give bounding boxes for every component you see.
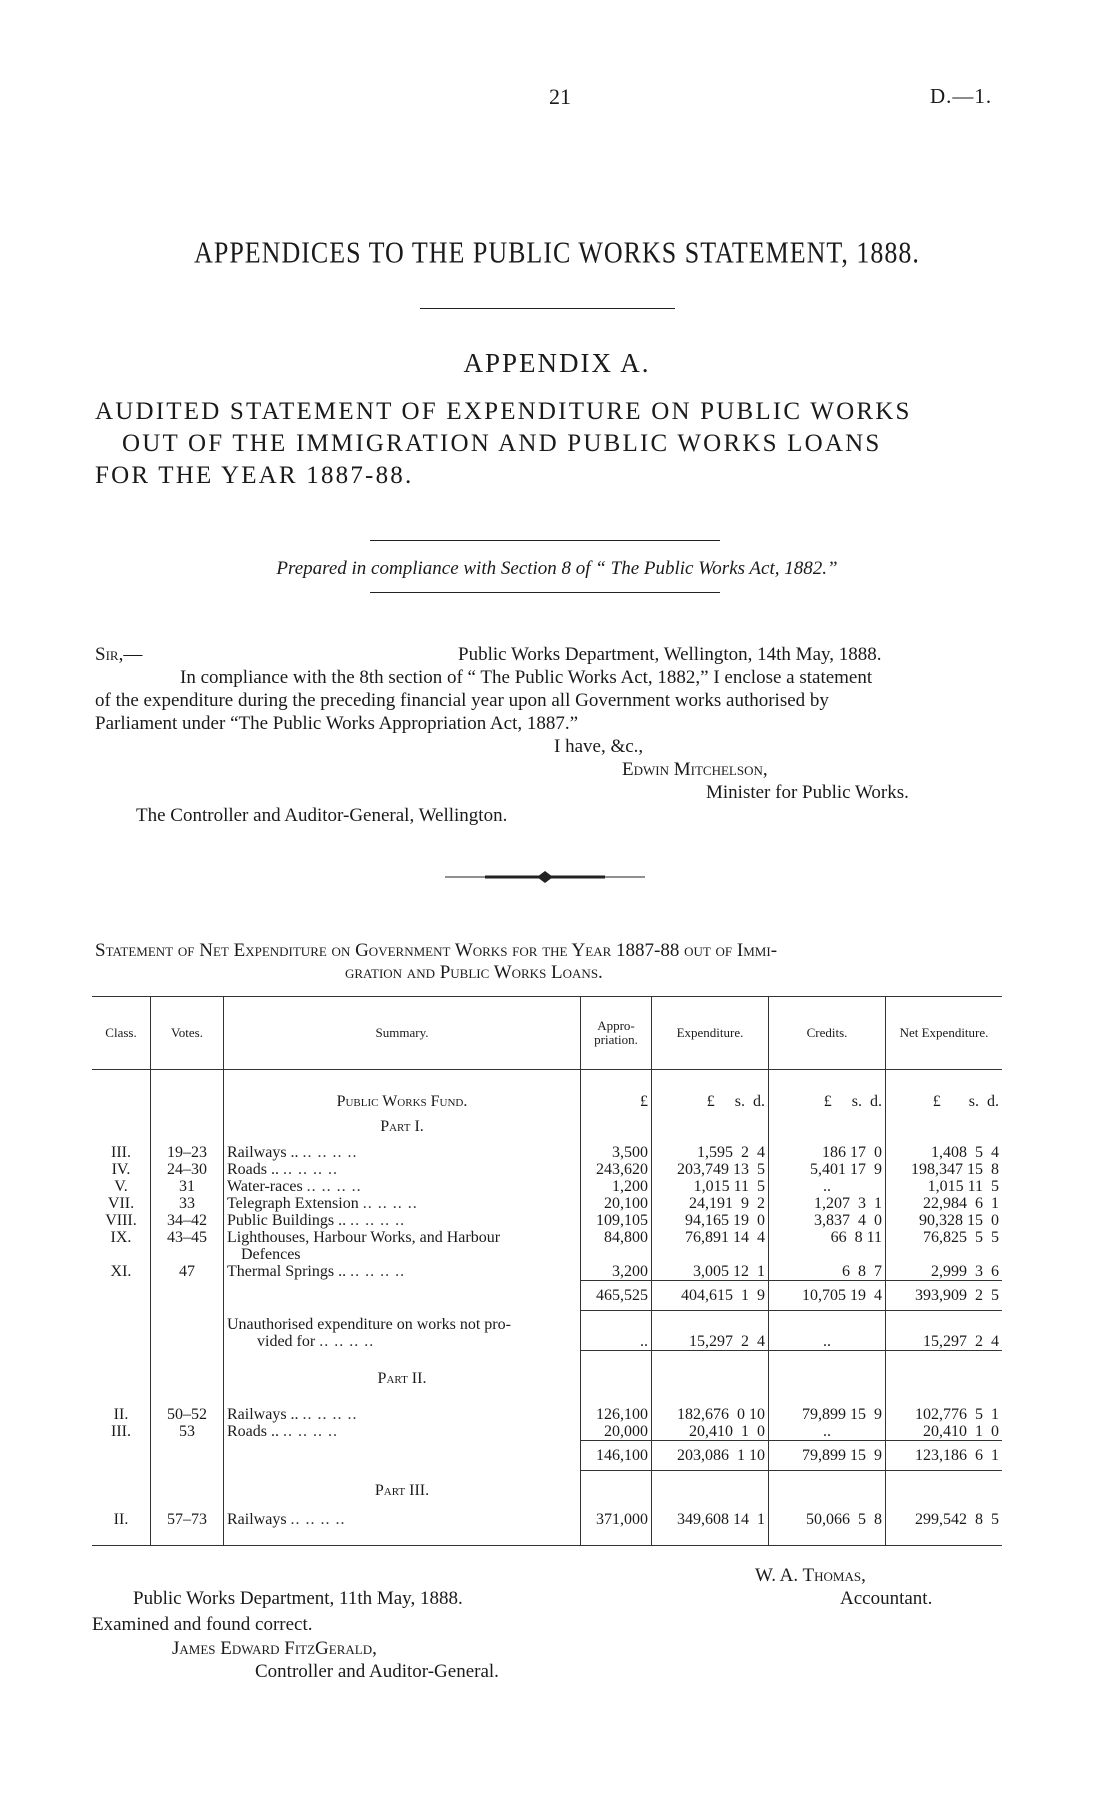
prepared-note: Prepared in compliance with Section 8 of “ The Public Works Act, 1882.”: [276, 558, 838, 579]
row-votes: 34–42: [151, 1212, 224, 1229]
currency-exp: £ s. d.: [652, 1070, 769, 1110]
row-appropriation: 243,620: [581, 1161, 652, 1178]
row-class: II.: [92, 1511, 151, 1528]
row-credits: 50,066 5 8: [769, 1511, 886, 1528]
row-expenditure: 20,410 1 0: [652, 1423, 769, 1441]
row-summary: Public Buildings ..: [227, 1211, 347, 1229]
row-net-expenditure: 299,542 8 5: [915, 1510, 999, 1528]
row-net-expenditure: 1,408 5 4: [931, 1143, 999, 1161]
table-row: IV. 24–30 Roads .. .. .. .. .. 243,620 203,749 13 5 5,401 17 9 198,347 15 8: [92, 1161, 1002, 1178]
total-appro: 465,525: [581, 1280, 652, 1310]
row-appropriation: 371,000: [581, 1511, 652, 1528]
row-credits: 5,401 17 9: [769, 1161, 886, 1178]
unauth-exp: 15,297 2 4: [652, 1310, 769, 1350]
row-expenditure: 1,015 11 5: [652, 1178, 769, 1195]
part-2-label: Part II.: [224, 1350, 581, 1406]
table-row: [92, 1229, 1002, 1263]
letter-closing: I have, &c.,: [554, 736, 644, 757]
row-votes: 47: [151, 1263, 224, 1281]
row-net-expenditure: 102,776 5 1: [915, 1406, 999, 1423]
row-class: IX.: [92, 1229, 151, 1263]
row-votes: 50–52: [151, 1406, 224, 1423]
page-number: 21: [549, 84, 571, 109]
letter-place-date: Public Works Department, Wellington, 14th May, 1888.: [458, 644, 882, 665]
row-net-expenditure: 22,984 6 1: [923, 1194, 999, 1212]
row-appropriation: 3,200: [581, 1263, 652, 1281]
audited-title-line1: AUDITED STATEMENT OF EXPENDITURE ON PUBLIC WORKS: [95, 398, 912, 425]
row-net-expenditure: 1,015 11 5: [927, 1177, 999, 1195]
unauth-net: 15,297 2 4: [886, 1310, 1003, 1350]
total-net: 393,909 2 5: [886, 1280, 1003, 1310]
table-row: III. 53 Roads .. .. .. .. .. 20,000 20,410 1 0 .. 20,410 1 0: [92, 1423, 1002, 1441]
document-reference: D.—1.: [930, 84, 993, 108]
letter-signer: Edwin Mitchelson,: [622, 759, 768, 780]
divider-rule: [370, 540, 720, 541]
currency-cred: £ s. d.: [769, 1070, 886, 1110]
table-row: V. 31 Water-races .. .. .. .. 1,200 1,015 11 5 .. 1,015 11 5: [92, 1178, 1002, 1195]
currency-appro: £: [581, 1070, 652, 1110]
row-class: IV.: [92, 1161, 151, 1178]
part-1-label: Part I.: [224, 1110, 581, 1144]
total-appro: 146,100: [581, 1441, 652, 1471]
fund-label: Public Works Fund.: [224, 1070, 581, 1110]
header-summary: Summary.: [224, 997, 581, 1070]
letter-body-line1: In compliance with the 8th section of “ The Public Works Act, 1882,” I enclose a statement: [180, 667, 873, 688]
row-expenditure: 182,676 0 10: [652, 1406, 769, 1423]
controller-title: Controller and Auditor-General.: [255, 1661, 499, 1682]
row-votes: 19–23: [151, 1144, 224, 1161]
divider-rule: [420, 308, 675, 309]
unauthorised-summary-2: vided for: [257, 1333, 316, 1350]
currency-net: £ s. d.: [932, 1092, 999, 1110]
row-class: III.: [92, 1423, 151, 1441]
row-credits: 1,207 3 1: [769, 1195, 886, 1212]
divider-rule: [370, 592, 720, 593]
row-summary: Telegraph Extension: [227, 1194, 359, 1212]
row-credits: 186 17 0: [769, 1144, 886, 1161]
accountant-title: Accountant.: [840, 1588, 933, 1609]
letter-body-line3: Parliament under “The Public Works Appropriation Act, 1887.”: [95, 713, 579, 734]
row-net-expenditure: 90,328 15 0: [919, 1211, 999, 1229]
total-exp: 404,615 1 9: [652, 1280, 769, 1310]
row-credits: ..: [769, 1178, 886, 1195]
row-votes: 33: [151, 1195, 224, 1212]
total-exp: 203,086 1 10: [652, 1441, 769, 1471]
row-class: II.: [92, 1406, 151, 1423]
letter-signer-title: Minister for Public Works.: [706, 782, 909, 803]
appendix-heading: APPENDIX A.: [463, 348, 651, 378]
row-summary: Thermal Springs ..: [227, 1262, 347, 1280]
row-votes: 53: [151, 1423, 224, 1441]
row-class: III.: [92, 1144, 151, 1161]
audited-title-line2: OUT OF THE IMMIGRATION AND PUBLIC WORKS LOANS: [122, 430, 882, 457]
total-cred: 10,705 19 4: [769, 1280, 886, 1310]
table-header-row: [92, 997, 1002, 1070]
header-net-expenditure: Net Expenditure.: [886, 997, 1003, 1070]
row-appropriation: 126,100: [581, 1406, 652, 1423]
row-class: VII.: [92, 1195, 151, 1212]
row-appropriation: 20,000: [581, 1423, 652, 1441]
header-class: Class.: [92, 997, 151, 1070]
header-appropriation: Appro-priation.: [581, 997, 652, 1070]
row-expenditure: 203,749 13 5: [652, 1161, 769, 1178]
statement-title-line2: gration and Public Works Loans.: [345, 962, 603, 983]
row-expenditure: 349,608 14 1: [652, 1511, 769, 1528]
row-summary: Roads ..: [227, 1423, 279, 1440]
part-2-total-row: [92, 1441, 1002, 1471]
header-expenditure: Expenditure.: [652, 997, 769, 1070]
unauth-cred: ..: [769, 1310, 886, 1350]
main-heading: APPENDICES TO THE PUBLIC WORKS STATEMENT, 1888.: [194, 235, 920, 270]
row-votes: 24–30: [151, 1161, 224, 1178]
table-row: VII. 33 Telegraph Extension .. .. .. .. 20,100 24,191 9 2 1,207 3 1 22,984 6 1: [92, 1195, 1002, 1212]
table-row: III. 19–23 Railways .. .. .. .. .. 3,500 1,595 2 4 186 17 0 1,408 5 4: [92, 1144, 1002, 1161]
row-net-expenditure: 76,825 5 5: [923, 1228, 999, 1246]
row-summary: Roads ..: [227, 1160, 279, 1178]
row-appropriation: 1,200: [581, 1178, 652, 1195]
row-appropriation: 109,105: [581, 1212, 652, 1229]
row-credits: 3,837 4 0: [769, 1212, 886, 1229]
row-credits: 66 8 11: [769, 1229, 886, 1263]
statement-title-line1: Statement of Net Expenditure on Government Works for the Year 1887-88 out of Immi-: [95, 940, 778, 961]
table-row: II. 50–52 Railways .. .. .. .. .. 126,100 182,676 0 10 79,899 15 9 102,776 5 1: [92, 1406, 1002, 1423]
row-expenditure: 76,891 14 4: [652, 1229, 769, 1263]
unauthorised-row: Unauthorised expenditure on works not pro- vided for .. .. .. .. .. 15,297 2 4 .. 15,297 2 4: [92, 1310, 1002, 1350]
ornament-divider: [445, 870, 645, 884]
row-expenditure: 1,595 2 4: [652, 1144, 769, 1161]
row-summary: Railways ..: [227, 1406, 299, 1423]
row-expenditure: 3,005 12 1: [652, 1263, 769, 1281]
letter-addressee: The Controller and Auditor-General, Wellington.: [136, 805, 508, 826]
row-credits: ..: [769, 1423, 886, 1441]
row-net-expenditure: 198,347 15 8: [911, 1160, 999, 1178]
row-class: XI.: [92, 1263, 151, 1281]
table-row: VIII. 34–42 Public Buildings .. .. .. .. .. 109,105 94,165 19 0 3,837 4 0 90,328 15 0: [92, 1212, 1002, 1229]
total-net: 123,186 6 1: [886, 1441, 1003, 1471]
row-summary: Lighthouses, Harbour Works, and Harbour: [227, 1228, 501, 1246]
unauthorised-summary: Unauthorised expenditure on works not pro-: [227, 1316, 511, 1333]
department-date: Public Works Department, 11th May, 1888.: [133, 1588, 463, 1609]
row-votes: 57–73: [151, 1511, 224, 1528]
expenditure-table: [92, 996, 1002, 1546]
row-credits: 79,899 15 9: [769, 1406, 886, 1423]
row-expenditure: 24,191 9 2: [652, 1195, 769, 1212]
row-appropriation: 84,800: [581, 1229, 652, 1263]
audited-title-line3: FOR THE YEAR 1887-88.: [95, 462, 414, 489]
accountant-name: W. A. Thomas,: [755, 1565, 866, 1586]
controller-name: James Edward FitzGerald,: [172, 1638, 377, 1659]
row-votes: 31: [151, 1178, 224, 1195]
letter-salutation: Sir,—: [95, 644, 143, 665]
row-summary-continued: Defences: [241, 1245, 301, 1263]
row-votes: 43–45: [151, 1229, 224, 1263]
row-class: V.: [92, 1178, 151, 1195]
row-summary: Water-races: [227, 1177, 303, 1195]
table-row: II. 57–73 Railways .. .. .. .. 371,000 349,608 14 1 50,066 5 8 299,542 8 5: [92, 1511, 1002, 1528]
header-votes: Votes.: [151, 997, 224, 1070]
row-net-expenditure: 20,410 1 0: [923, 1423, 999, 1440]
letter-body-line2: of the expenditure during the preceding financial year upon all Government works authorised by: [95, 690, 829, 711]
unauth-appro: ..: [581, 1310, 652, 1350]
row-appropriation: 3,500: [581, 1144, 652, 1161]
row-expenditure: 94,165 19 0: [652, 1212, 769, 1229]
header-credits: Credits.: [769, 997, 886, 1070]
row-class: VIII.: [92, 1212, 151, 1229]
examined-note: Examined and found correct.: [92, 1614, 313, 1635]
row-summary: Railways ..: [227, 1143, 299, 1161]
part-1-total-row: [92, 1280, 1002, 1310]
table-row: XI. 47 Thermal Springs .. .. .. .. .. 3,200 3,005 12 1 6 8 7 2,999 3 6: [92, 1263, 1002, 1281]
part-3-label: Part III.: [224, 1471, 581, 1511]
row-net-expenditure: 2,999 3 6: [931, 1262, 999, 1280]
row-credits: 6 8 7: [769, 1263, 886, 1281]
total-cred: 79,899 15 9: [769, 1441, 886, 1471]
row-summary: Railways: [227, 1510, 287, 1528]
row-appropriation: 20,100: [581, 1195, 652, 1212]
